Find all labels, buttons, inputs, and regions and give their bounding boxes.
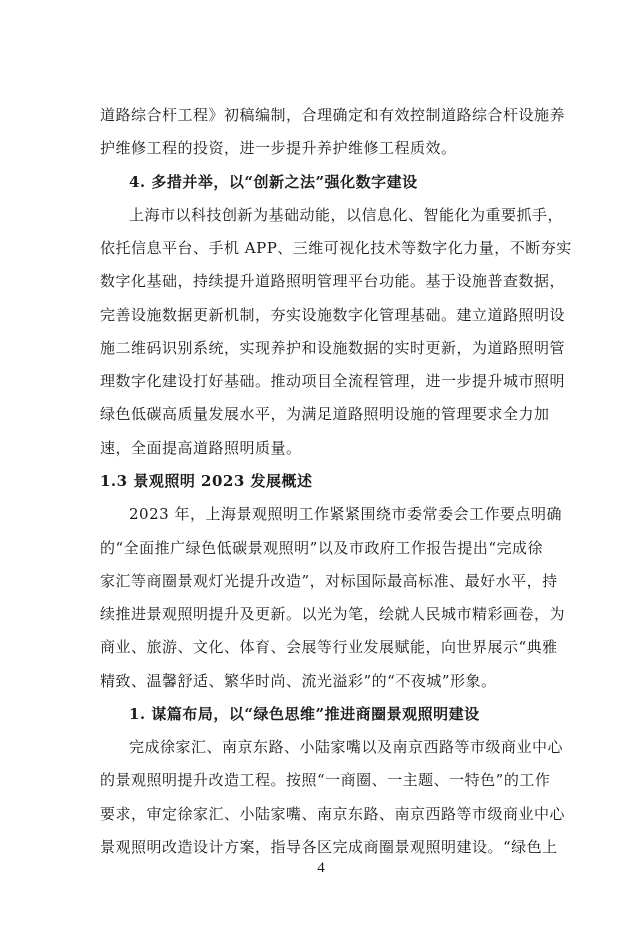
- body-line: 精致、温馨舒适、繁华时尚、流光溢彩”的“不夜城”形象。: [100, 672, 497, 690]
- body-line: 要求，审定徐家汇、小陆家嘴、南京东路、南京西路等市级商业中心: [100, 805, 566, 823]
- section-heading: 1.3 景观照明 2023 发展概述: [100, 472, 313, 490]
- body-line: 完善设施数据更新机制，夯实设施数字化管理基础。建立道路照明设: [100, 306, 566, 324]
- paragraph-first-line: 2023 年，上海景观照明工作紧紧围绕市委常委会工作要点明确: [129, 505, 562, 523]
- paragraph-first-line: 上海市以科技创新为基础动能，以信息化、智能化为重要抓手，: [129, 206, 564, 224]
- body-line: 续推进景观照明提升及更新。以光为笔，绘就人民城市精彩画卷，为: [100, 605, 566, 623]
- body-line: 施二维码识别系统，实现养护和设施数据的实时更新，为道路照明管: [100, 339, 566, 357]
- body-line: 护维修工程的投资，进一步提升养护维修工程质效。: [100, 139, 457, 157]
- body-line: 速，全面提高道路照明质量。: [100, 439, 302, 457]
- body-line: 依托信息平台、手机 APP、三维可视化技术等数字化力量，不断夯实: [100, 239, 572, 257]
- page-number: 4: [317, 860, 325, 876]
- body-line: 数字化基础，持续提升道路照明管理平台功能。基于设施普查数据，: [100, 272, 566, 290]
- body-line: 景观照明改造设计方案，指导各区完成商圈景观照明建设。“绿色上: [100, 838, 558, 856]
- body-line: 道路综合杆工程》初稿编制，合理确定和有效控制道路综合杆设施养: [100, 106, 566, 124]
- subheading: 1. 谋篇布局，以“绿色思维”推进商圈景观照明建设: [129, 705, 480, 723]
- body-line: 商业、旅游、文化、体育、会展等行业发展赋能，向世界展示“典雅: [100, 638, 558, 656]
- body-line: 的景观照明提升改造工程。按照“一商圈、一主题、一特色”的工作: [100, 771, 551, 789]
- paragraph-first-line: 完成徐家汇、南京东路、小陆家嘴以及南京西路等市级商业中心: [129, 738, 564, 756]
- body-line: 绿色低碳高质量发展水平，为满足道路照明设施的管理要求全力加: [100, 405, 550, 423]
- body-line: 理数字化建设打好基础。推动项目全流程管理，进一步提升城市照明: [100, 372, 566, 390]
- body-line: 的“全面推广绿色低碳景观照明”以及市政府工作报告提出“完成徐: [100, 539, 544, 557]
- body-line: 家汇等商圈景观灯光提升改造”，对标国际最高标准、最好水平，持: [100, 572, 558, 590]
- subheading: 4. 多措并举，以“创新之法”强化数字建设: [129, 173, 418, 191]
